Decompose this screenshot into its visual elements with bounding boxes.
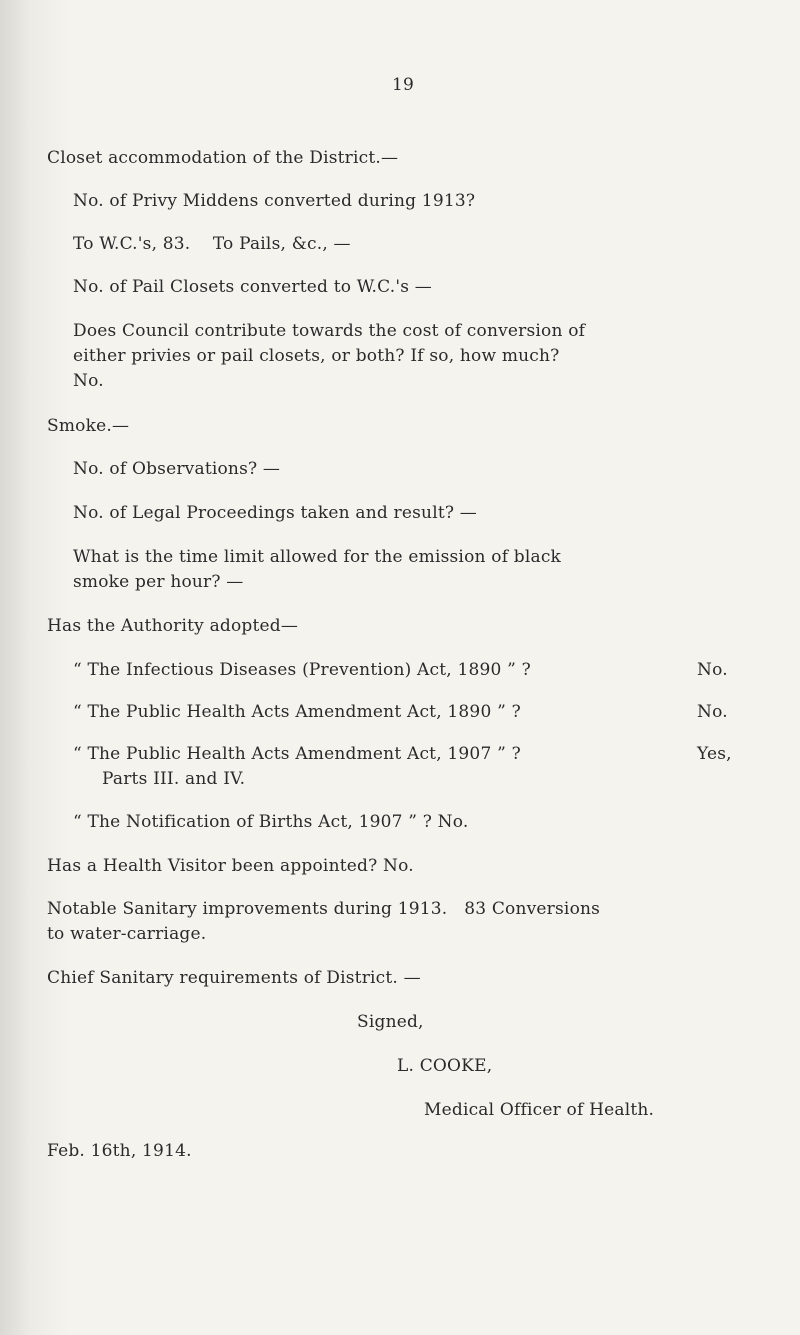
smoke-heading: Smoke.— — [47, 416, 130, 436]
closet-heading: Closet accommodation of the District.— — [47, 148, 399, 168]
requirements-question: Chief Sanitary requirements of District. — — [47, 968, 421, 988]
smoke-question-time-limit-line2: smoke per hour? — — [73, 572, 244, 592]
signature-name: L. COOKE, — [397, 1056, 493, 1076]
report-date: Feb. 16th, 1914. — [47, 1141, 192, 1161]
improvements-line1: Notable Sanitary improvements during 1913. 83 Conversions — [47, 899, 601, 919]
smoke-question-legal: No. of Legal Proceedings taken and result? — — [73, 503, 477, 523]
closet-question-council-line1: Does Council contribute towards the cost of conversion of — [73, 321, 586, 341]
signature-title: Medical Officer of Health. — [424, 1100, 655, 1120]
act-public-health-1890-answer: No. — [697, 702, 728, 722]
closet-question-pail-closets: No. of Pail Closets converted to W.C.'s — — [73, 277, 432, 297]
smoke-question-time-limit-line1: What is the time limit allowed for the emission of black — [73, 547, 562, 567]
authority-heading: Has the Authority adopted— — [47, 616, 299, 636]
closet-answer-council: No. — [73, 371, 104, 391]
closet-question-privy-middens: No. of Privy Middens converted during 1913? — [73, 191, 476, 211]
smoke-question-observations: No. of Observations? — — [73, 459, 281, 479]
act-notification-births: “ The Notification of Births Act, 1907 ” ? No. — [73, 812, 469, 832]
page-number: 19 — [392, 75, 415, 95]
signature-signed: Signed, — [357, 1012, 424, 1032]
act-infectious-diseases-answer: No. — [697, 660, 728, 680]
act-public-health-1907: “ The Public Health Acts Amendment Act, 1907 ” ? — [73, 744, 521, 764]
health-visitor-question: Has a Health Visitor been appointed? No. — [47, 856, 414, 876]
closet-answer-conversions: To W.C.'s, 83. To Pails, &c., — — [73, 234, 351, 254]
act-public-health-1890: “ The Public Health Acts Amendment Act, 1890 ” ? — [73, 702, 521, 722]
closet-question-council-line2: either privies or pail closets, or both? If so, how much? — [73, 346, 560, 366]
act-public-health-1907-answer: Yes, — [697, 744, 732, 764]
act-infectious-diseases: “ The Infectious Diseases (Prevention) Act, 1890 ” ? — [73, 660, 531, 680]
act-public-health-1907-parts: Parts III. and IV. — [102, 769, 246, 789]
improvements-line2: to water-carriage. — [47, 924, 207, 944]
